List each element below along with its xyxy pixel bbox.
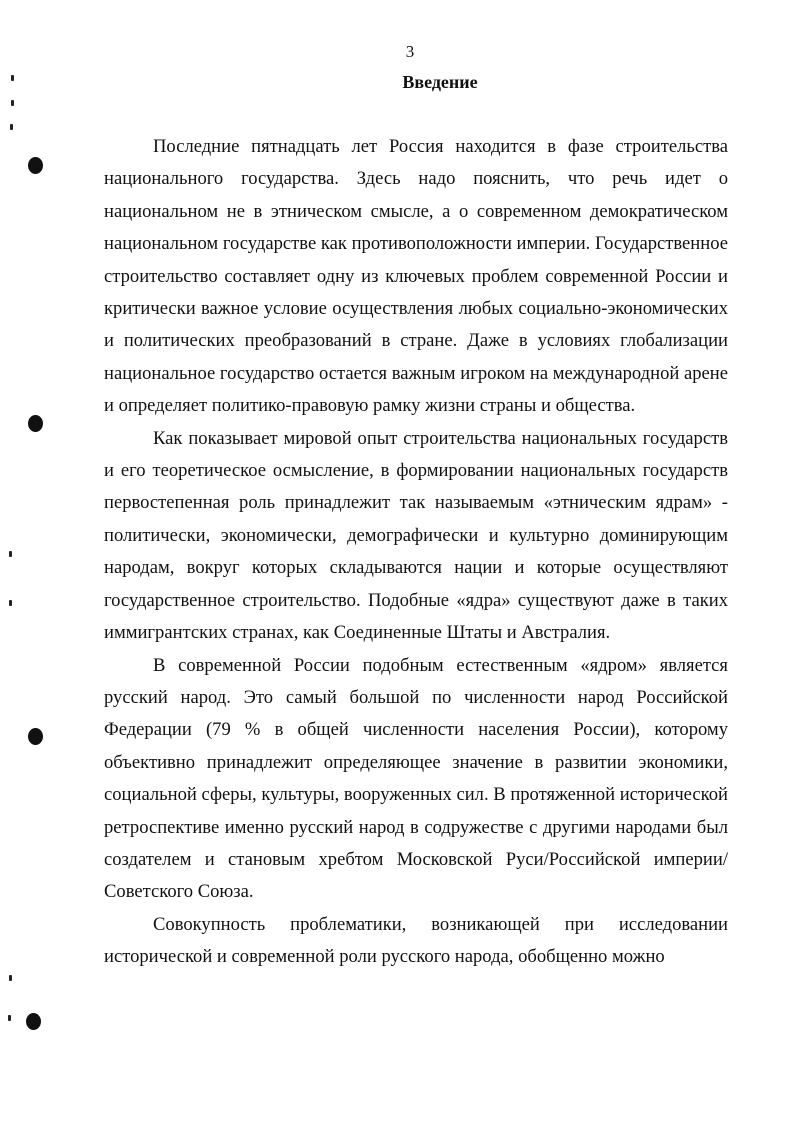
scan-speck [9, 600, 12, 606]
body-text [104, 131, 728, 974]
scan-speck [11, 100, 14, 106]
scan-speck [9, 551, 12, 557]
punch-hole-mark [28, 157, 43, 174]
paragraph: Последние пятнадцать лет Россия находится в фазе строительства национального государства. Здесь надо пояснить, что речь идет о национальном не в этническом смысле, а о современном демократическом национальном государстве как противоположности империи. Государственное строительство составляет одну из ключевых проблем современной России и критически важное условие осуществления любых социально-экономических и политических преобразований в стране. Даже в условиях глобализации национальное государство остается важным игроком на международной арене и определяет политико-правовую рамку жизни страны и общества. [104, 136, 728, 417]
scan-speck [10, 124, 13, 130]
page-title: Введение [402, 72, 478, 92]
paragraph: Совокупность проблематики, возникающей при исследовании исторической и современной роли русского народа, обобщенно можно [104, 913, 728, 968]
punch-hole-mark [26, 1013, 41, 1030]
page-number: 3 [405, 42, 415, 61]
scan-speck [8, 1015, 11, 1021]
punch-hole-mark [28, 728, 43, 745]
scan-speck [11, 75, 14, 81]
punch-hole-mark [28, 415, 43, 432]
scan-speck [9, 975, 12, 981]
paragraph: Как показывает мировой опыт строительства национальных государств и его теоретическое осмысление, в формировании национальных государств первостепенная роль принадлежит так называемым «этническим ядрам» - политически, экономически, демографически и культурно доминирующим народам, вокруг которых складываются нации и которые осуществляют государственное строительство. Подобные «ядра» существуют даже в таких иммигрантских странах, как Соединенные Штаты и Австралия. [104, 427, 728, 644]
paragraph: В современной России подобным естественным «ядром» является русский народ. Это самый большой по численности народ Российской Федерации (79 % в общей численности населения России), которому объективно принадлежит определяющее значение в развитии экономики, социальной сферы, культуры, вооруженных сил. В протяженной исторической ретроспективе именно русский народ в содружестве с другими народами был создателем и становым хребтом Московской Руси/Российской империи/Советского Союза. [104, 654, 728, 903]
